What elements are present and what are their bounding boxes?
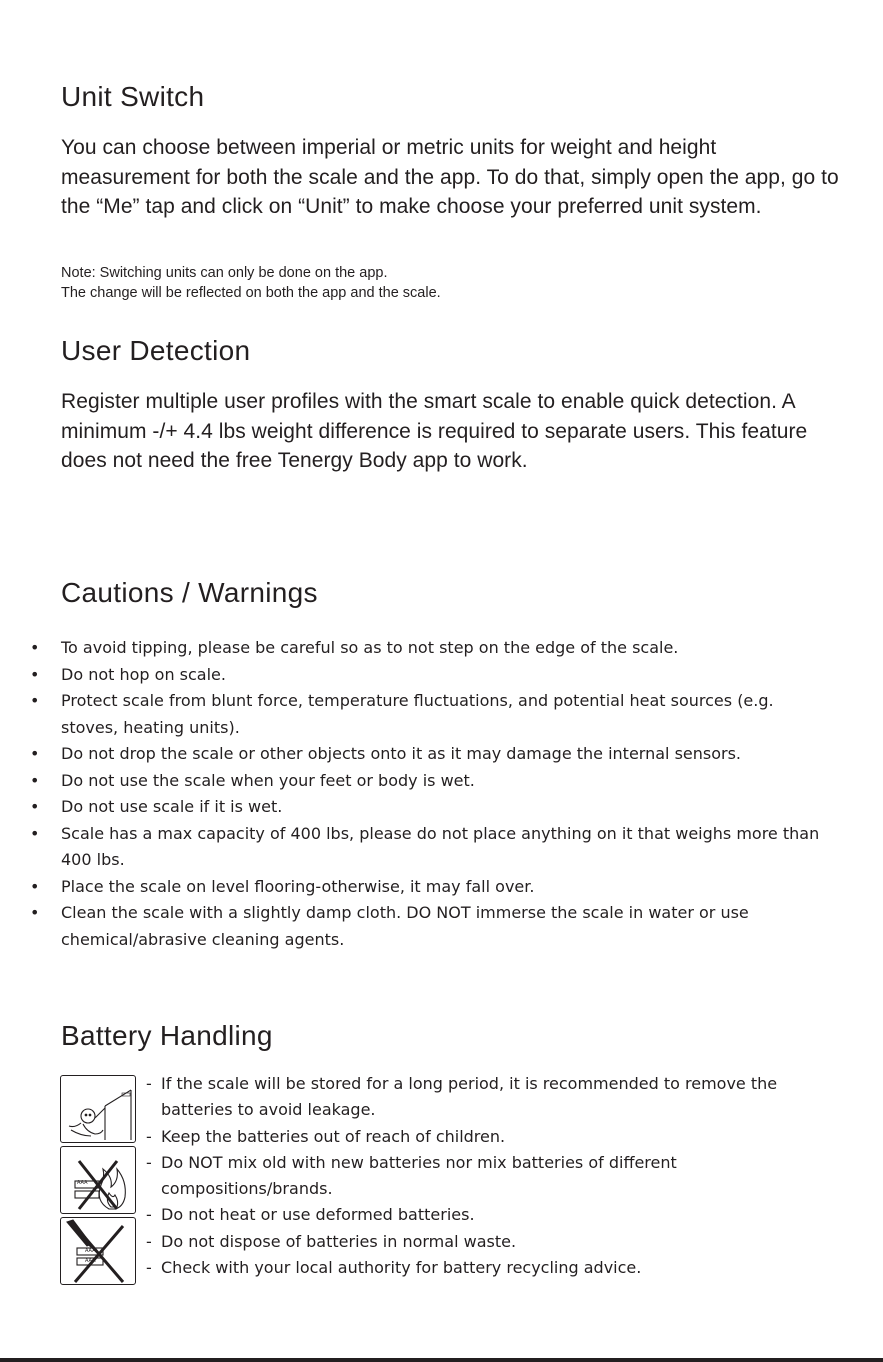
battery-label: AAA: [77, 1180, 88, 1186]
caution-text: Protect scale from blunt force, temperature fluctuations, and potential heat sources (e.g. stoves, heating units).: [61, 691, 774, 737]
unit-switch-note-line1: Note: Switching units can only be done on the app.: [61, 265, 388, 281]
bottom-divider: [0, 1358, 883, 1362]
caution-text: Do not hop on scale.: [61, 664, 226, 684]
caution-text: To avoid tipping, please be careful so as to not step on the edge of the scale.: [61, 638, 679, 657]
bullet-icon: •: [30, 770, 40, 790]
battery-text: Do not heat or use deformed batteries.: [161, 1205, 475, 1225]
bullet-icon: •: [30, 797, 40, 816]
list-item: [146, 1202, 846, 1228]
list-item: [30, 688, 830, 741]
list-item: [30, 635, 830, 662]
list-item: [30, 768, 830, 795]
list-item: [146, 1124, 846, 1150]
battery-label: AAA: [85, 1248, 96, 1254]
list-item: [146, 1071, 846, 1124]
battery-list: [146, 1071, 846, 1281]
list-item: [30, 741, 830, 768]
child-reach-warning-icon: [60, 1075, 136, 1143]
no-fire-battery-icon: [60, 1146, 136, 1214]
caution-text: Do not use scale if it is wet.: [61, 797, 283, 816]
bullet-icon: •: [30, 903, 40, 922]
bullet-icon: •: [30, 691, 40, 710]
list-item: [146, 1229, 846, 1255]
battery-text: Keep the batteries out of reach of children.: [161, 1126, 506, 1146]
bullet-icon: •: [30, 876, 40, 896]
unit-switch-text: You can choose between imperial or metric units for weight and height measurement for both the scale and the app. To do that, simply open the app, go to the “Me” tap and click on “Unit” to make choose your preferred unit system.: [61, 136, 839, 218]
list-item: [30, 900, 830, 953]
bullet-icon: •: [30, 823, 40, 843]
cautions-list: [30, 635, 830, 953]
list-item: [146, 1150, 846, 1203]
list-item: [30, 794, 830, 821]
bullet-icon: •: [30, 744, 40, 763]
dash-icon: -: [146, 1231, 152, 1251]
battery-text: If the scale will be stored for a long period, it is recommended to remove the batteries to avoid leakage.: [161, 1074, 778, 1120]
unit-switch-heading: Unit Switch: [61, 81, 205, 112]
dash-icon: -: [146, 1205, 152, 1225]
user-detection-heading: User Detection: [61, 335, 251, 366]
battery-heading: Battery Handling: [61, 1020, 273, 1051]
list-item: [30, 874, 830, 901]
caution-text: Scale has a max capacity of 400 lbs, please do not place anything on it that weighs more than 400 lbs.: [61, 823, 820, 869]
caution-text: Clean the scale with a slightly damp cloth. DO NOT immerse the scale in water or use chemical/abrasive cleaning agents.: [61, 903, 749, 949]
caution-text: Place the scale on level flooring-otherwise, it may fall over.: [61, 876, 535, 896]
dash-icon: -: [146, 1152, 152, 1172]
bullet-icon: •: [30, 664, 40, 684]
battery-label: AAA: [85, 1258, 96, 1264]
dash-icon: -: [146, 1126, 152, 1146]
no-puncture-battery-icon: [60, 1217, 136, 1285]
caution-text: Do not drop the scale or other objects onto it as it may damage the internal sensors.: [61, 744, 742, 763]
battery-text: Do not dispose of batteries in normal waste.: [161, 1231, 517, 1251]
list-item: [146, 1255, 846, 1281]
battery-text: Do NOT mix old with new batteries nor mix batteries of different compositions/brands.: [161, 1152, 677, 1199]
dash-icon: -: [146, 1074, 152, 1093]
battery-text: Check with your local authority for battery recycling advice.: [161, 1258, 642, 1278]
bullet-icon: •: [30, 638, 40, 657]
user-detection-text: Register multiple user profiles with the smart scale to enable quick detection. A minimum -/+ 4.4 lbs weight difference is required to separate users. This feature does not need the free Tenergy Body app to work.: [61, 390, 808, 472]
list-item: [30, 662, 830, 689]
unit-switch-note: [61, 263, 761, 303]
unit-switch-note-line2: The change will be reflected on both the app and the scale.: [61, 285, 441, 301]
caution-text: Do not use the scale when your feet or body is wet.: [61, 770, 475, 790]
list-item: [30, 821, 830, 874]
cautions-heading: Cautions / Warnings: [61, 577, 318, 608]
dash-icon: -: [146, 1258, 152, 1278]
